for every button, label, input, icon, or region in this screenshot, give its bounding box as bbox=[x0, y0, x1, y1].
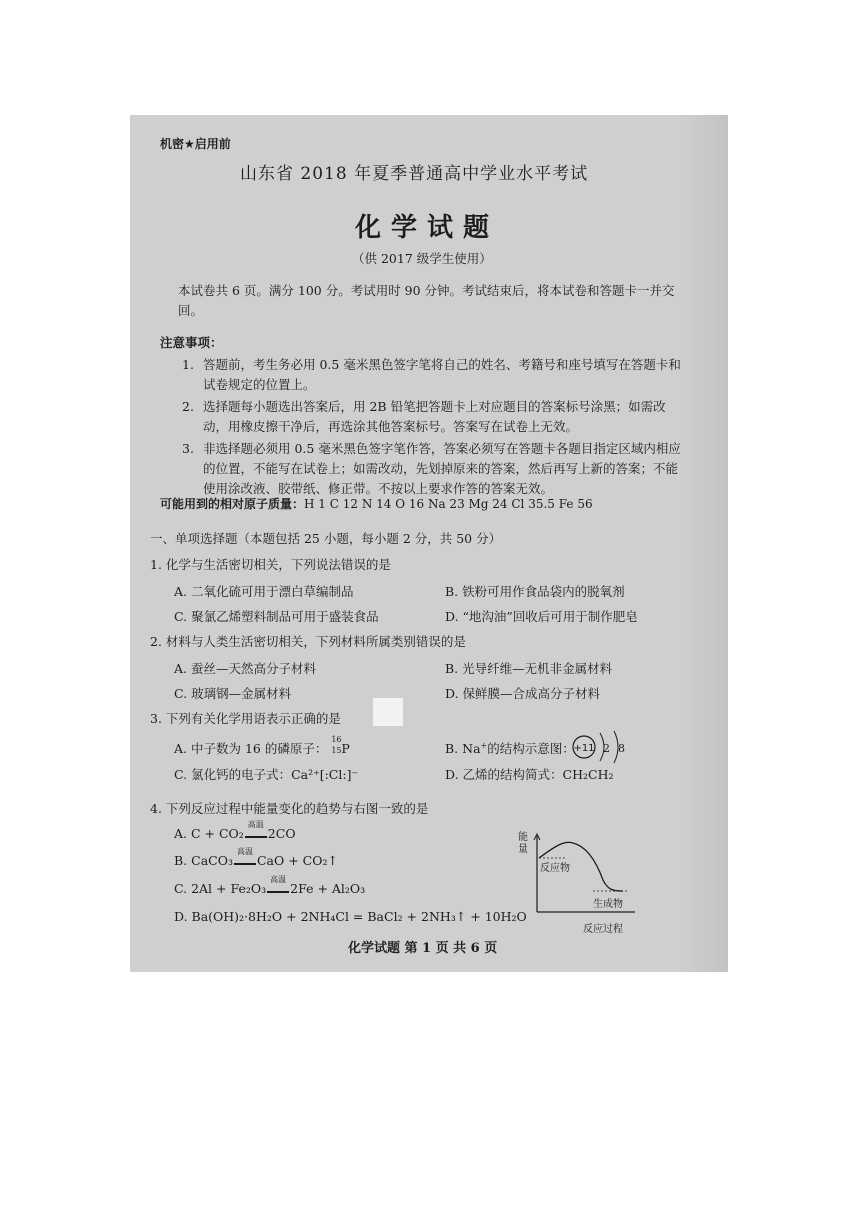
sodium-ion-structure-diagram bbox=[570, 727, 640, 767]
question-1-option-b: B. 铁粉可用作食品袋内的脱氧剂 bbox=[445, 584, 625, 599]
question-2-option-c: C. 玻璃钢—金属材料 bbox=[174, 686, 292, 701]
question-4-stem: 4. 下列反应过程中能量变化的趋势与右图一致的是 bbox=[150, 801, 429, 816]
exam-paper-photo bbox=[130, 115, 728, 972]
exam-title: 山东省 2018 年夏季普通高中学业水平考试 bbox=[240, 164, 589, 184]
subject-title: 化学试题 bbox=[355, 213, 500, 243]
svg-text:量: 量 bbox=[518, 844, 528, 855]
graph-label-product: 生成物 bbox=[593, 899, 623, 910]
question-2-option-d: D. 保鲜膜—合成高分子材料 bbox=[445, 686, 601, 701]
question-3-option-c: C. 氯化钙的电子式：Ca²⁺[:Cl:]⁻ bbox=[174, 767, 359, 782]
svg-text:8: 8 bbox=[618, 742, 625, 755]
graph-ylabel: 能 bbox=[518, 832, 528, 843]
question-3-option-a: A. 中子数为 16 的磷原子： 16 15 P bbox=[174, 735, 350, 756]
for-grade: （供 2017 级学生使用） bbox=[352, 251, 492, 266]
question-3-option-d: D. 乙烯的结构简式：CH₂CH₂ bbox=[445, 767, 614, 782]
question-1-option-a: A. 二氧化硫可用于漂白草编制品 bbox=[174, 584, 354, 599]
question-3-option-b: B. Na+的结构示意图： bbox=[445, 740, 575, 756]
page-edge-shadow bbox=[685, 115, 728, 972]
question-4-option-a: A. C + CO₂ 高温 2CO bbox=[174, 820, 296, 841]
svg-text:+11: +11 bbox=[573, 743, 595, 754]
question-1-option-d: D. “地沟油”回收后可用于制作肥皂 bbox=[445, 609, 638, 624]
graph-xlabel: 反应过程 bbox=[583, 924, 623, 935]
question-2-stem: 2. 材料与人类生活密切相关，下列材料所属类别错误的是 bbox=[150, 634, 466, 649]
question-1-stem: 1. 化学与生活密切相关，下列说法错误的是 bbox=[150, 557, 391, 572]
question-3-stem: 3. 下列有关化学用语表示正确的是 bbox=[150, 711, 341, 726]
page-footer: 化学试题 第 1 页 共 6 页 bbox=[348, 941, 498, 956]
notice-item-1: 1. 答题前，考生务必用 0.5 毫米黑色签字笔将自己的姓名、考籍号和座号填写在答题卡和试卷规定的位置上。 bbox=[182, 357, 681, 392]
paper-blot bbox=[373, 698, 403, 726]
question-2-option-b: B. 光导纤维—无机非金属材料 bbox=[445, 661, 613, 676]
question-4-option-b: B. CaCO₃ 高温 CaO + CO₂↑ bbox=[174, 847, 338, 868]
notice-item-3: 3. 非选择题必须用 0.5 毫米黑色签字笔作答，答案必须写在答题卡各题目指定区域内相应的位置，不能写在试卷上；如需改动，先划掉原来的答案，然后再写上新的答案；不能使用涂改液、胶带纸、修正带。不按以上要求作答的答案无效。 bbox=[182, 441, 681, 496]
svg-text:2: 2 bbox=[603, 742, 610, 755]
energy-profile-diagram bbox=[515, 828, 650, 938]
question-1-option-c: C. 聚氯乙烯塑料制品可用于盛装食品 bbox=[174, 609, 379, 624]
atomic-masses: 可能用到的相对原子质量：H 1 C 12 N 14 O 16 Na 23 Mg 24 Cl 35.5 Fe 56 bbox=[160, 497, 593, 511]
notice-heading: 注意事项： bbox=[160, 335, 223, 350]
question-4-option-d: D. Ba(OH)₂·8H₂O + 2NH₄Cl = BaCl₂ + 2NH₃↑ + 10H₂O bbox=[174, 909, 527, 924]
secret-label: 机密★启用前 bbox=[160, 137, 231, 151]
notice-item-2: 2. 选择题每小题选出答案后，用 2B 铅笔把答题卡上对应题目的答案标号涂黑；如需改动，用橡皮擦干净后，再选涂其他答案标号。答案写在试卷上无效。 bbox=[182, 399, 666, 434]
question-2-option-a: A. 蚕丝—天然高分子材料 bbox=[174, 661, 316, 676]
question-4-option-c: C. 2Al + Fe₂O₃ 高温 2Fe + Al₂O₃ bbox=[174, 875, 366, 896]
section-heading: 一、单项选择题（本题包括 25 小题，每小题 2 分，共 50 分） bbox=[150, 531, 502, 546]
graph-label-reactant: 反应物 bbox=[540, 863, 570, 874]
intro-text: 本试卷共 6 页。满分 100 分。考试用时 90 分钟。考试结束后，将本试卷和答题卡一并交回。 bbox=[178, 283, 675, 318]
